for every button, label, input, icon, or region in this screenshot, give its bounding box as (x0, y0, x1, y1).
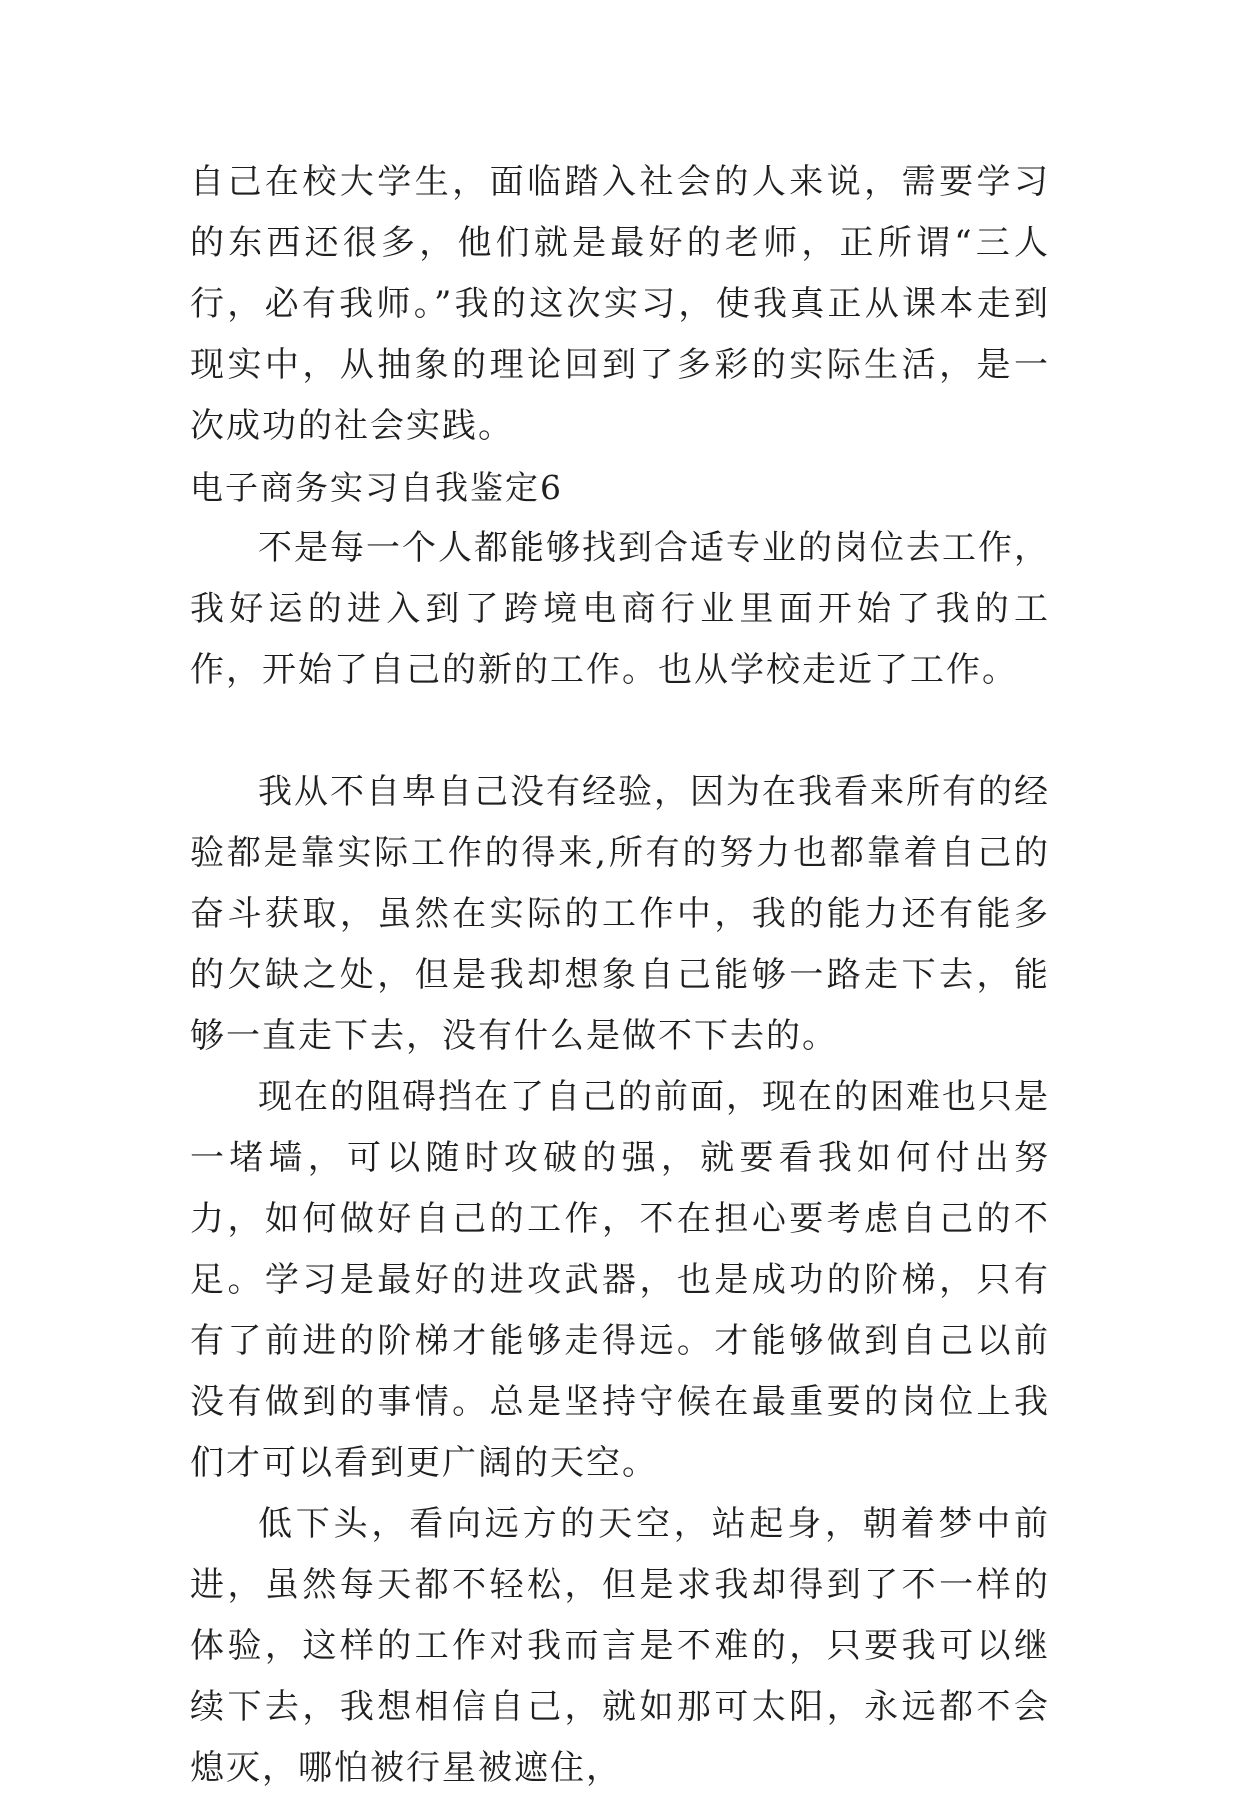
paragraph-1: 不是每一个人都能够找到合适专业的岗位去工作，我好运的进入到了跨境电商行业里面开始了我的工作，开始了自己的新的工作。也从学校走近了工作。 (190, 528, 1050, 690)
continuation-paragraph: 自己在校大学生，面临踏入社会的人来说，需要学习的东西还很多，他们就是最好的老师，正所谓“三人行，必有我师。”我的这次实习，使我真正从课本走到现实中，从抽象的理论回到了多彩的实际生活，是一次成功的社会实践。 (190, 162, 1050, 446)
paragraph-2: 我从不自卑自己没有经验，因为在我看来所有的经验都是靠实际工作的得来,所有的努力也都靠着自己的奋斗获取，虽然在实际的工作中，我的能力还有能多的欠缺之处，但是我却想象自己能够一路走下去，能够一直走下去，没有什么是做不下去的。 (190, 772, 1050, 1056)
paragraph-4: 低下头，看向远方的天空，站起身，朝着梦中前进，虽然每天都不轻松，但是求我却得到了不一样的体验，这样的工作对我而言是不难的，只要我可以继续下去，我想相信自己，就如那可太阳，永远都不会熄灭，哪怕被行星被遮住， (190, 1504, 1050, 1788)
section-title: 电子商务实习自我鉴定6 (190, 468, 563, 507)
document-body (190, 152, 1050, 1799)
paragraph-3: 现在的阻碍挡在了自己的前面，现在的困难也只是一堵墙，可以随时攻破的强，就要看我如何付出努力，如何做好自己的工作，不在担心要考虑自己的不足。学习是最好的进攻武器，也是成功的阶梯，只有有了前进的阶梯才能够走得远。才能够做到自己以前没有做到的事情。总是坚持守候在最重要的岗位上我们才可以看到更广阔的天空。 (190, 1077, 1050, 1483)
blank-line (190, 701, 1050, 762)
